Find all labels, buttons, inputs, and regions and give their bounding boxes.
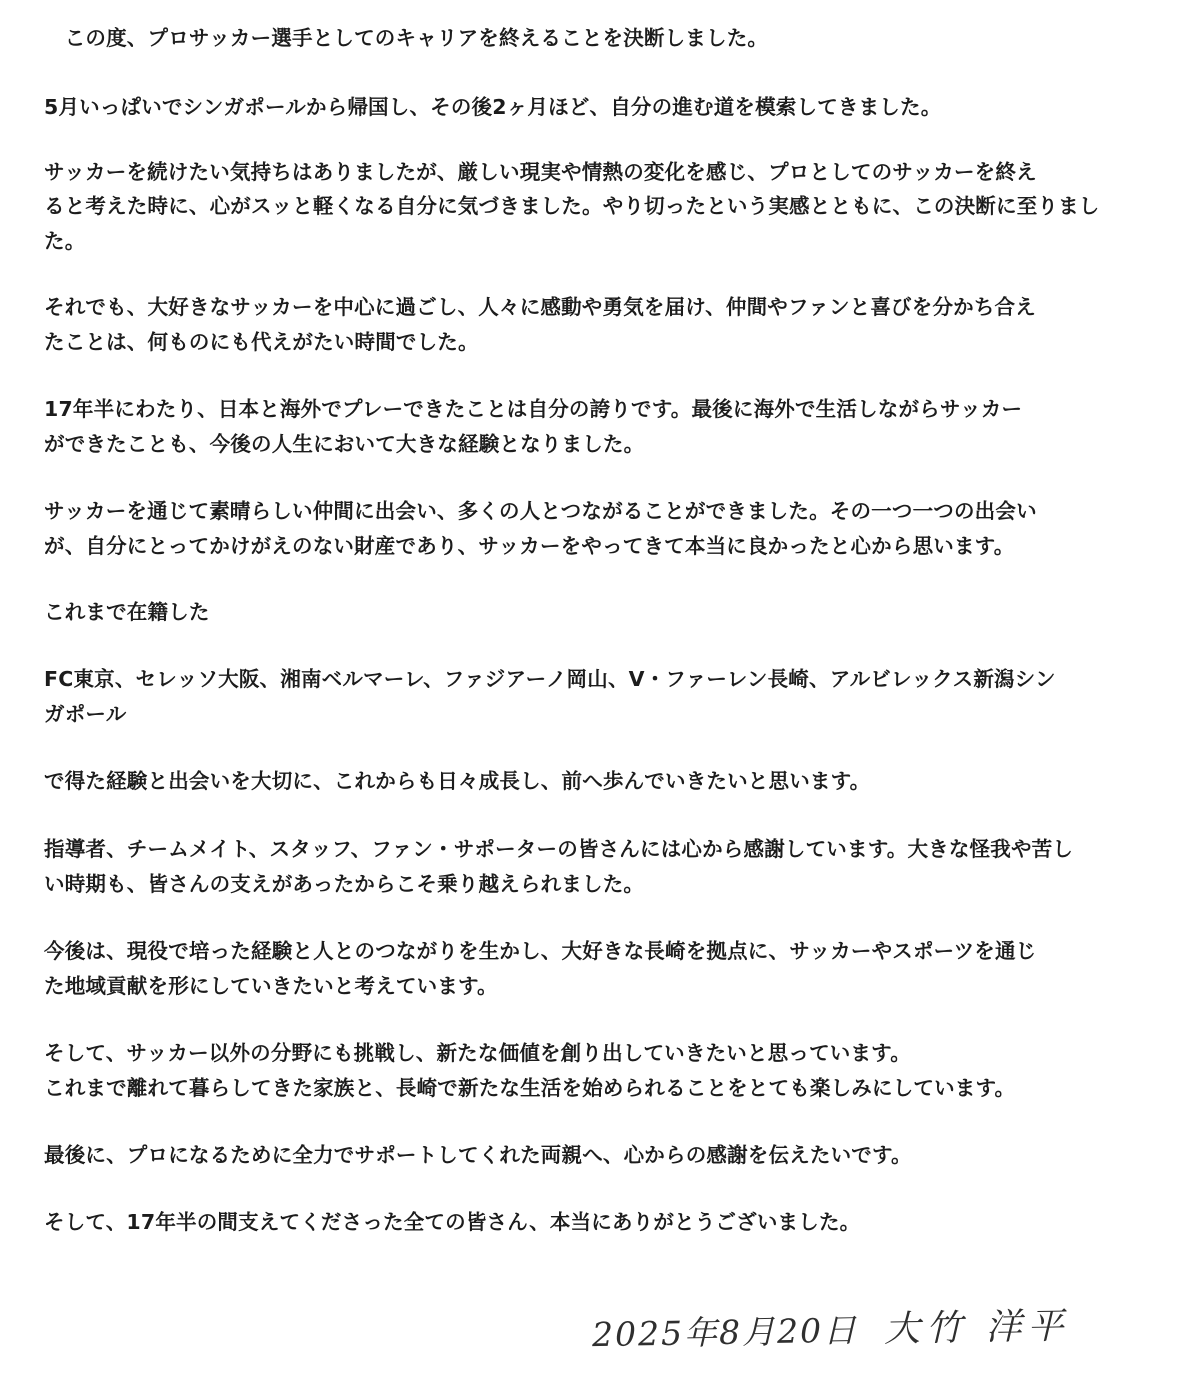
- letter-line: これまで在籍した: [44, 600, 210, 624]
- letter-line: そして、17年半の間支えてくださった全ての皆さん、本当にありがとうございました。: [44, 1210, 861, 1234]
- letter-line: サッカーを続けたい気持ちはありましたが、厳しい現実や情熱の変化を感じ、プロとしてのサッカーを終え: [44, 160, 1037, 184]
- letter-line: そして、サッカー以外の分野にも挑戦し、新たな価値を創り出していきたいと思っています。: [44, 1041, 911, 1065]
- letter-line: 指導者、チームメイト、スタッフ、ファン・サポーターの皆さんには心から感謝しています。大きな怪我や苦し: [44, 837, 1074, 861]
- letter-line: ると考えた時に、心がスッと軽くなる自分に気づきました。やり切ったという実感とともに、この決断に至りまし: [44, 194, 1100, 218]
- signature-date: 2025年8月20日: [591, 1310, 859, 1355]
- letter-line: 最後に、プロになるために全力でサポートしてくれた両親へ、心からの感謝を伝えたいです。: [44, 1143, 912, 1167]
- letter-line: これまで離れて暮らしてきた家族と、長崎で新たな生活を始められることをとても楽しみにしています。: [44, 1076, 1016, 1100]
- letter-line: た地域貢献を形にしていきたいと考えています。: [44, 974, 498, 998]
- signature-name: 大竹 洋平: [883, 1305, 1070, 1351]
- letter-line: 5月いっぱいでシンガポールから帰国し、その後2ヶ月ほど、自分の進む道を模索してきました。: [44, 95, 942, 119]
- letter-line: 今後は、現役で培った経験と人とのつながりを生かし、大好きな長崎を拠点に、サッカーやスポーツを通じ: [44, 939, 1037, 963]
- letter-line: ガポール: [44, 702, 127, 726]
- letter-line: たことは、何ものにも代えがたい時間でした。: [44, 330, 479, 354]
- letter-line: で得た経験と出会いを大切に、これからも日々成長し、前へ歩んでいきたいと思います。: [44, 769, 871, 793]
- letter-line: 17年半にわたり、日本と海外でプレーできたことは自分の誇りです。最後に海外で生活しながらサッカー: [44, 397, 1023, 421]
- handwritten-signature: [592, 1298, 1070, 1357]
- letter-line: た。: [44, 229, 86, 253]
- letter-line: い時期も、皆さんの支えがあったからこそ乗り越えられました。: [44, 872, 645, 896]
- letter-line: この度、プロサッカー選手としてのキャリアを終えることを決断しました。: [44, 26, 769, 50]
- letter-line: が、自分にとってかけがえのない財産であり、サッカーをやってきて本当に良かったと心から思います。: [44, 534, 1015, 558]
- letter-line: サッカーを通じて素晴らしい仲間に出会い、多くの人とつながることができました。その一つ一つの出会い: [44, 499, 1037, 523]
- letter-line: FC東京、セレッソ大阪、湘南ベルマーレ、ファジアーノ岡山、V・ファーレン長崎、アルビレックス新潟シン: [44, 667, 1056, 691]
- letter-line: それでも、大好きなサッカーを中心に過ごし、人々に感動や勇気を届け、仲間やファンと喜びを分かち合え: [44, 295, 1036, 319]
- letter-line: ができたことも、今後の人生において大きな経験となりました。: [44, 432, 645, 456]
